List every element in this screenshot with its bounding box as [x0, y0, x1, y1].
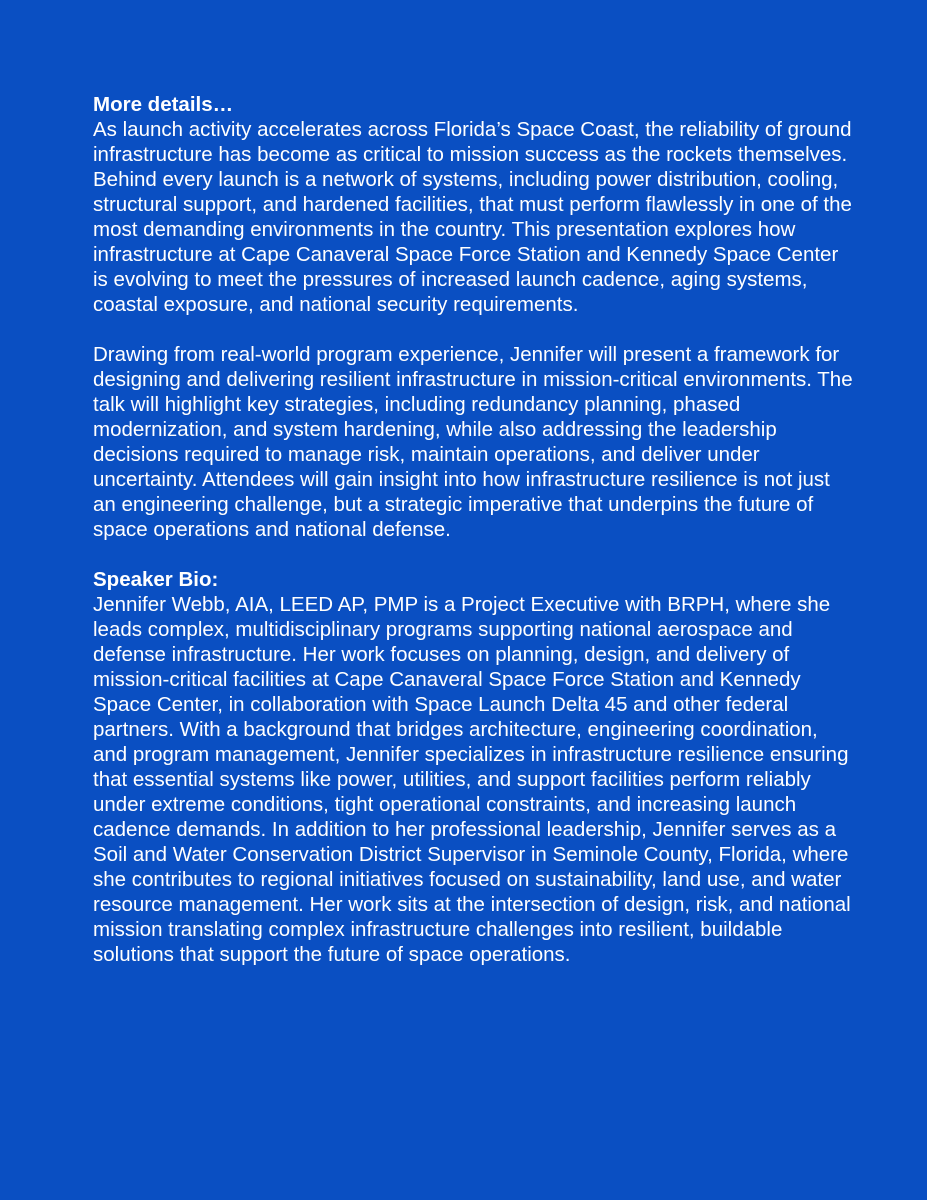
more-details-heading: More details…: [93, 93, 234, 116]
speaker-bio-paragraph: Jennifer Webb, AIA, LEED AP, PMP is a Project Executive with BRPH, where she leads complex, multidisciplinary programs supporting national aerospace and defense infrastructure. Her work focuses on planning, design, and delivery of mission-critical facilities at Cape Canaveral Space Force Station and Kennedy Space Center, in collaboration with Space Launch Delta 45 and other federal partners. With a background that bridges architecture, engineering coordination, and program management, Jennifer specializes in infrastructure resilience ensuring that essential systems like power, utilities, and support facilities perform reliably under extreme conditions, tight operational constraints, and increasing launch cadence demands. In addition to her professional leadership, Jennifer serves as a Soil and Water Conservation District Supervisor in Seminole County, Florida, where she contributes to regional initiatives focused on sustainability, land use, and water resource management. Her work sits at the intersection of design, risk, and national mission translating complex infrastructure challenges into resilient, buildable solutions that support the future of space operations.: [93, 593, 851, 966]
speaker-bio-heading: Speaker Bio:: [93, 568, 219, 591]
details-paragraph-1: As launch activity accelerates across Florida’s Space Coast, the reliability of ground infrastructure has become as critical to mission success as the rockets themselves. Behind every launch is a network of systems, including power distribution, cooling, structural support, and hardened facilities, that must perform flawlessly in one of the most demanding environments in the country. This presentation explores how infrastructure at Cape Canaveral Space Force Station and Kennedy Space Center is evolving to meet the pressures of increased launch cadence, aging systems, coastal exposure, and national security requirements.: [93, 118, 852, 316]
details-paragraph-2: Drawing from real-world program experience, Jennifer will present a framework for designing and delivering resilient infrastructure in mission-critical environments. The talk will highlight key strategies, including redundancy planning, phased modernization, and system hardening, while also addressing the leadership decisions required to manage risk, maintain operations, and deliver under uncertainty. Attendees will gain insight into how infrastructure resilience is not just an engineering challenge, but a strategic imperative that underpins the future of space operations and national defense.: [93, 343, 853, 541]
document-content: [93, 92, 853, 967]
